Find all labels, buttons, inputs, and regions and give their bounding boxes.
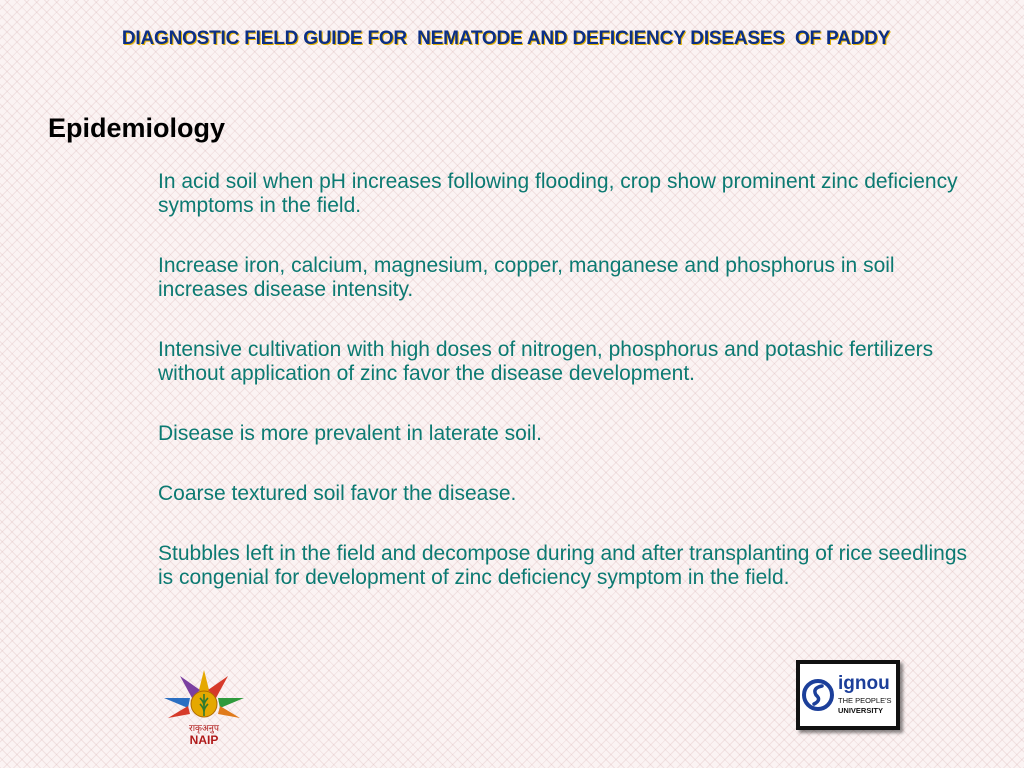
bullet-item: Coarse textured soil favor the disease. [158,482,517,505]
ignou-emblem-icon [800,664,896,726]
bullet-item: Intensive cultivation with high doses of nitrogen, phosphorus and potashic fertilizers without application of zinc favor the disease development. [158,338,934,385]
ignou-tagline-line2: UNIVERSITY [838,706,884,715]
ignou-brand-text: ignou [838,673,890,694]
section-heading: Epidemiology [48,113,226,143]
naip-text: NAIP [189,733,219,747]
naip-logo [160,668,248,748]
bullet-item: Stubbles left in the field and decompose during and after transplanting of rice seedlings is congenial for development of zinc deficiency symptom in the field. [158,542,968,589]
ignou-tagline-line1: THE PEOPLE'S [838,696,892,705]
bullet-item: Disease is more prevalent in laterate soil. [158,422,543,445]
bullet-list [158,170,978,626]
slide-title: DIAGNOSTIC FIELD GUIDE FOR NEMATODE AND DEFICIENCY DISEASES OF PADDY [121,28,891,49]
ignou-logo [796,660,900,730]
naip-emblem-icon [160,668,248,748]
bullet-item: Increase iron, calcium, magnesium, copper, manganese and phosphorus in soil increases disease intensity. [158,254,895,301]
bullet-item: In acid soil when pH increases following flooding, crop show prominent zinc deficiency symptoms in the field. [158,170,958,217]
naip-script-text: राकृअनुप [189,724,219,734]
